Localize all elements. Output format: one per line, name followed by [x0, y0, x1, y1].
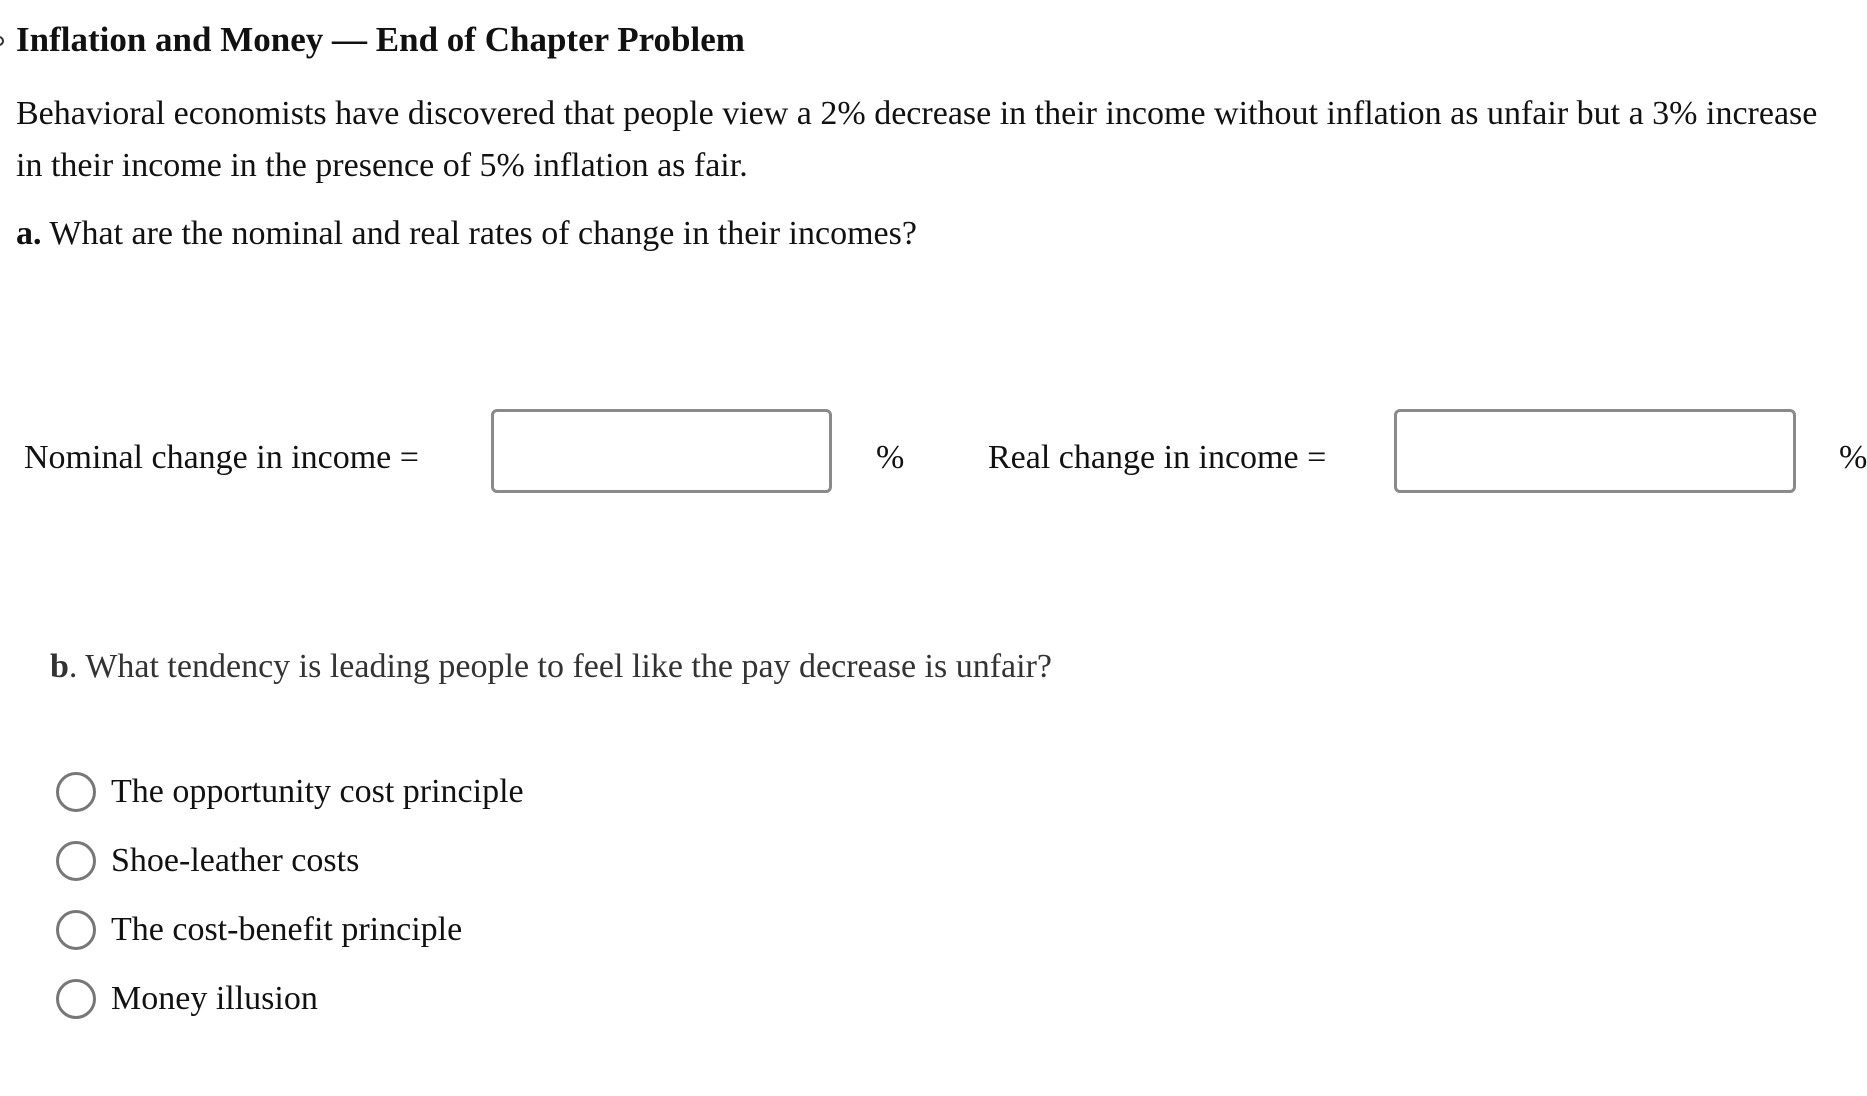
option-shoe-leather-costs[interactable] [56, 826, 524, 895]
option-money-illusion[interactable] [56, 964, 524, 1033]
option-label: The cost-benefit principle [111, 910, 463, 948]
real-change-label: Real change in income = [988, 439, 1327, 476]
radio-button[interactable] [56, 979, 96, 1019]
collapse-indicator-icon [0, 36, 4, 46]
question-a [16, 212, 917, 256]
question-a-letter: a. [16, 215, 42, 252]
option-opportunity-cost[interactable] [56, 757, 524, 826]
question-b-letter: b [50, 648, 69, 685]
radio-button[interactable] [56, 772, 96, 812]
option-label: Money illusion [111, 979, 318, 1017]
question-b [50, 645, 1052, 689]
question-a-text: What are the nominal and real rates of change in their incomes? [49, 215, 917, 252]
page-title: Inflation and Money — End of Chapter Problem [16, 20, 745, 59]
option-label: Shoe-leather costs [111, 841, 360, 879]
radio-button[interactable] [56, 841, 96, 881]
option-label: The opportunity cost principle [111, 772, 524, 810]
radio-button[interactable] [56, 910, 96, 950]
question-b-text: . What tendency is leading people to feel like the pay decrease is unfair? [68, 648, 1052, 685]
answer-options [56, 757, 524, 1033]
real-change-input[interactable] [1394, 409, 1796, 493]
option-cost-benefit[interactable] [56, 895, 524, 964]
nominal-change-input[interactable] [491, 409, 832, 493]
nominal-change-label: Nominal change in income = [24, 439, 419, 476]
problem-statement: Behavioral economists have discovered that people view a 2% decrease in their income without inflation as unfair but a 3% increase in their income in the presence of 5% inflation as fair. [16, 95, 1818, 184]
nominal-percent-unit: % [876, 439, 905, 476]
real-percent-unit: % [1839, 439, 1867, 476]
